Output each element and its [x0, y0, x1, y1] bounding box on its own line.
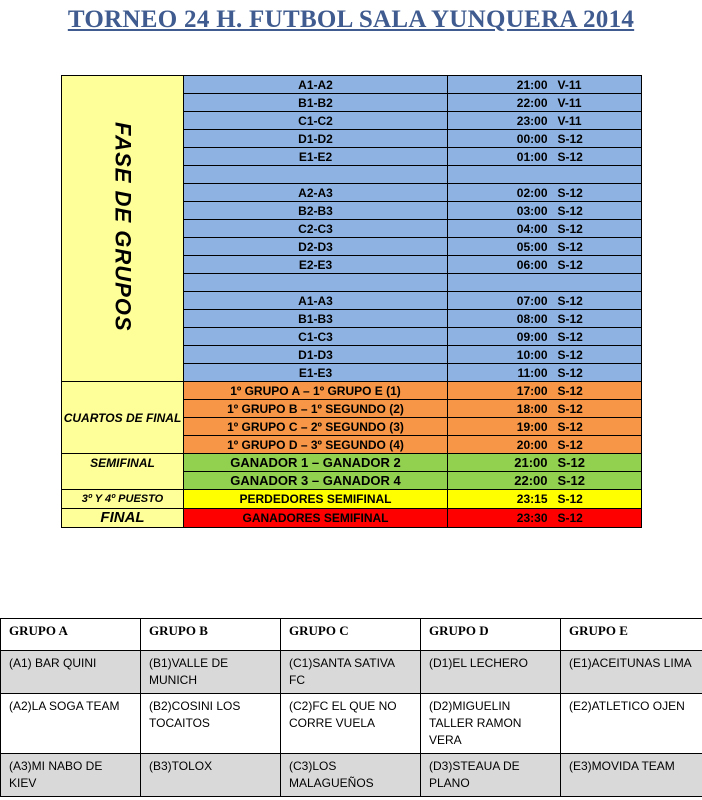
- team-cell: (D2)MIGUELIN TALLER RAMON VERA: [421, 694, 561, 754]
- match-day: S-12: [557, 203, 583, 218]
- match-day: S-12: [557, 401, 583, 416]
- team-row: [1, 754, 702, 797]
- match-time: 23:00: [516, 113, 548, 128]
- time-cell: [448, 310, 642, 328]
- match-time: 07:00: [516, 293, 548, 308]
- match-cell: D1-D3: [184, 346, 448, 364]
- time-cell: [448, 509, 642, 528]
- match-day: S-12: [557, 473, 585, 488]
- match-day: S-12: [557, 419, 583, 434]
- match-time: 02:00: [516, 185, 548, 200]
- schedule-table: [61, 75, 642, 528]
- match-cell: [184, 274, 448, 292]
- match-day: S-12: [557, 365, 583, 380]
- match-time: 01:00: [516, 149, 548, 164]
- team-cell: (C1)SANTA SATIVA FC: [281, 651, 421, 694]
- match-day: S-12: [557, 185, 583, 200]
- time-cell: [448, 346, 642, 364]
- match-time: 23:15: [516, 492, 548, 506]
- team-cell: (B3)TOLOX: [141, 754, 281, 797]
- time-cell: [448, 238, 642, 256]
- team-cell: (A3)MI NABO DE KIEV: [1, 754, 141, 797]
- group-header: GRUPO B: [141, 619, 281, 651]
- match-cell: B1-B2: [184, 94, 448, 112]
- match-time: 05:00: [516, 239, 548, 254]
- groups-table: [0, 618, 702, 797]
- match-time: 22:00: [514, 473, 548, 488]
- match-cell: E2-E3: [184, 256, 448, 274]
- match-time: 20:00: [516, 437, 548, 452]
- time-cell: [448, 292, 642, 310]
- match-cell: C1-C2: [184, 112, 448, 130]
- time-cell: [448, 184, 642, 202]
- match-cell: B2-B3: [184, 202, 448, 220]
- match-time: 17:00: [516, 383, 548, 398]
- match-cell: 1º GRUPO B – 1º SEGUNDO (2): [184, 400, 448, 418]
- match-cell: [184, 166, 448, 184]
- match-day: S-12: [557, 511, 583, 525]
- match-cell: E1-E3: [184, 364, 448, 382]
- time-cell: [448, 130, 642, 148]
- match-day: S-12: [557, 383, 583, 398]
- team-cell: (B1)VALLE DE MUNICH: [141, 651, 281, 694]
- match-cell: A1-A3: [184, 292, 448, 310]
- match-day: V-11: [557, 77, 582, 92]
- time-cell: [448, 472, 642, 490]
- time-cell: [448, 328, 642, 346]
- team-cell: (E1)ACEITUNAS LIMA: [561, 651, 702, 694]
- match-day: S-12: [557, 437, 583, 452]
- time-cell: [448, 76, 642, 94]
- time-cell: [448, 382, 642, 400]
- time-cell: [448, 436, 642, 454]
- match-day: V-11: [557, 113, 582, 128]
- team-cell: (E2)ATLETICO OJEN: [561, 694, 702, 754]
- match-day: S-12: [557, 239, 583, 254]
- match-cell: D1-D2: [184, 130, 448, 148]
- team-cell: (C3)LOS MALAGUEÑOS: [281, 754, 421, 797]
- schedule-row: [62, 454, 642, 472]
- time-cell: [448, 418, 642, 436]
- phase-label-final: FINAL: [62, 509, 184, 528]
- phase-label-tercero: 3º Y 4º PUESTO: [62, 490, 184, 509]
- match-cell: D2-D3: [184, 238, 448, 256]
- match-day: S-12: [557, 347, 583, 362]
- time-cell: [448, 454, 642, 472]
- match-day: S-12: [557, 293, 583, 308]
- match-day: S-12: [557, 257, 583, 272]
- phase-title: FASE DE GRUPOS: [110, 122, 136, 332]
- team-row: [1, 651, 702, 694]
- match-time: 06:00: [516, 257, 548, 272]
- match-time: 03:00: [516, 203, 548, 218]
- match-day: S-12: [557, 329, 583, 344]
- match-cell: 1º GRUPO A – 1º GRUPO E (1): [184, 382, 448, 400]
- match-day: V-11: [557, 95, 582, 110]
- time-cell: [448, 202, 642, 220]
- match-day: S-12: [557, 455, 585, 470]
- group-header: GRUPO C: [281, 619, 421, 651]
- team-cell: (B2)COSINI LOS TOCAITOS: [141, 694, 281, 754]
- match-day: S-12: [557, 149, 583, 164]
- team-cell: (D3)STEAUA DE PLANO: [421, 754, 561, 797]
- phase-label-semifinal: SEMIFINAL: [62, 454, 184, 490]
- time-cell: [448, 220, 642, 238]
- phase-label-grupos: [62, 76, 184, 382]
- match-cell: A2-A3: [184, 184, 448, 202]
- schedule-row: [62, 509, 642, 528]
- schedule-row: [62, 490, 642, 509]
- team-row: [1, 694, 702, 754]
- time-cell: [448, 112, 642, 130]
- match-time: 04:00: [516, 221, 548, 236]
- team-cell: (A2)LA SOGA TEAM: [1, 694, 141, 754]
- match-time: 11:00: [517, 365, 548, 380]
- match-day: S-12: [557, 311, 583, 326]
- match-day: S-12: [557, 492, 583, 506]
- match-cell: GANADORES SEMIFINAL: [184, 509, 448, 528]
- match-cell: 1º GRUPO C – 2º SEGUNDO (3): [184, 418, 448, 436]
- schedule-row: [62, 76, 642, 94]
- time-cell: [448, 94, 642, 112]
- team-cell: (C2)FC EL QUE NO CORRE VUELA: [281, 694, 421, 754]
- team-cell: (D1)EL LECHERO: [421, 651, 561, 694]
- match-cell: GANADOR 1 – GANADOR 2: [184, 454, 448, 472]
- match-time: 08:00: [516, 311, 548, 326]
- match-cell: A1-A2: [184, 76, 448, 94]
- group-header: GRUPO D: [421, 619, 561, 651]
- match-time: 21:00: [516, 77, 548, 92]
- match-time: 22:00: [516, 95, 548, 110]
- match-time: 21:00: [514, 455, 548, 470]
- match-cell: C2-C3: [184, 220, 448, 238]
- match-day: S-12: [557, 221, 583, 236]
- time-cell: [448, 490, 642, 509]
- schedule-row: [62, 382, 642, 400]
- match-cell: PERDEDORES SEMIFINAL: [184, 490, 448, 509]
- time-cell: [448, 274, 642, 292]
- match-cell: C1-C3: [184, 328, 448, 346]
- time-cell: [448, 166, 642, 184]
- match-time: 23:30: [516, 511, 548, 525]
- groups-header-row: [1, 619, 702, 651]
- time-cell: [448, 148, 642, 166]
- match-time: 10:00: [516, 347, 548, 362]
- page-title: TORNEO 24 H. FUTBOL SALA YUNQUERA 2014: [67, 6, 635, 33]
- match-cell: E1-E2: [184, 148, 448, 166]
- group-header: GRUPO A: [1, 619, 141, 651]
- match-cell: B1-B3: [184, 310, 448, 328]
- phase-label-cuartos: CUARTOS DE FINAL: [62, 382, 184, 454]
- match-cell: 1º GRUPO D – 3º SEGUNDO (4): [184, 436, 448, 454]
- time-cell: [448, 256, 642, 274]
- match-time: 18:00: [516, 401, 548, 416]
- time-cell: [448, 400, 642, 418]
- time-cell: [448, 364, 642, 382]
- match-time: 19:00: [516, 419, 548, 434]
- match-day: S-12: [557, 131, 583, 146]
- team-cell: (E3)MOVIDA TEAM: [561, 754, 702, 797]
- match-time: 09:00: [516, 329, 548, 344]
- team-cell: (A1) BAR QUINI: [1, 651, 141, 694]
- group-header: GRUPO E: [561, 619, 702, 651]
- match-cell: GANADOR 3 – GANADOR 4: [184, 472, 448, 490]
- match-time: 00:00: [516, 131, 548, 146]
